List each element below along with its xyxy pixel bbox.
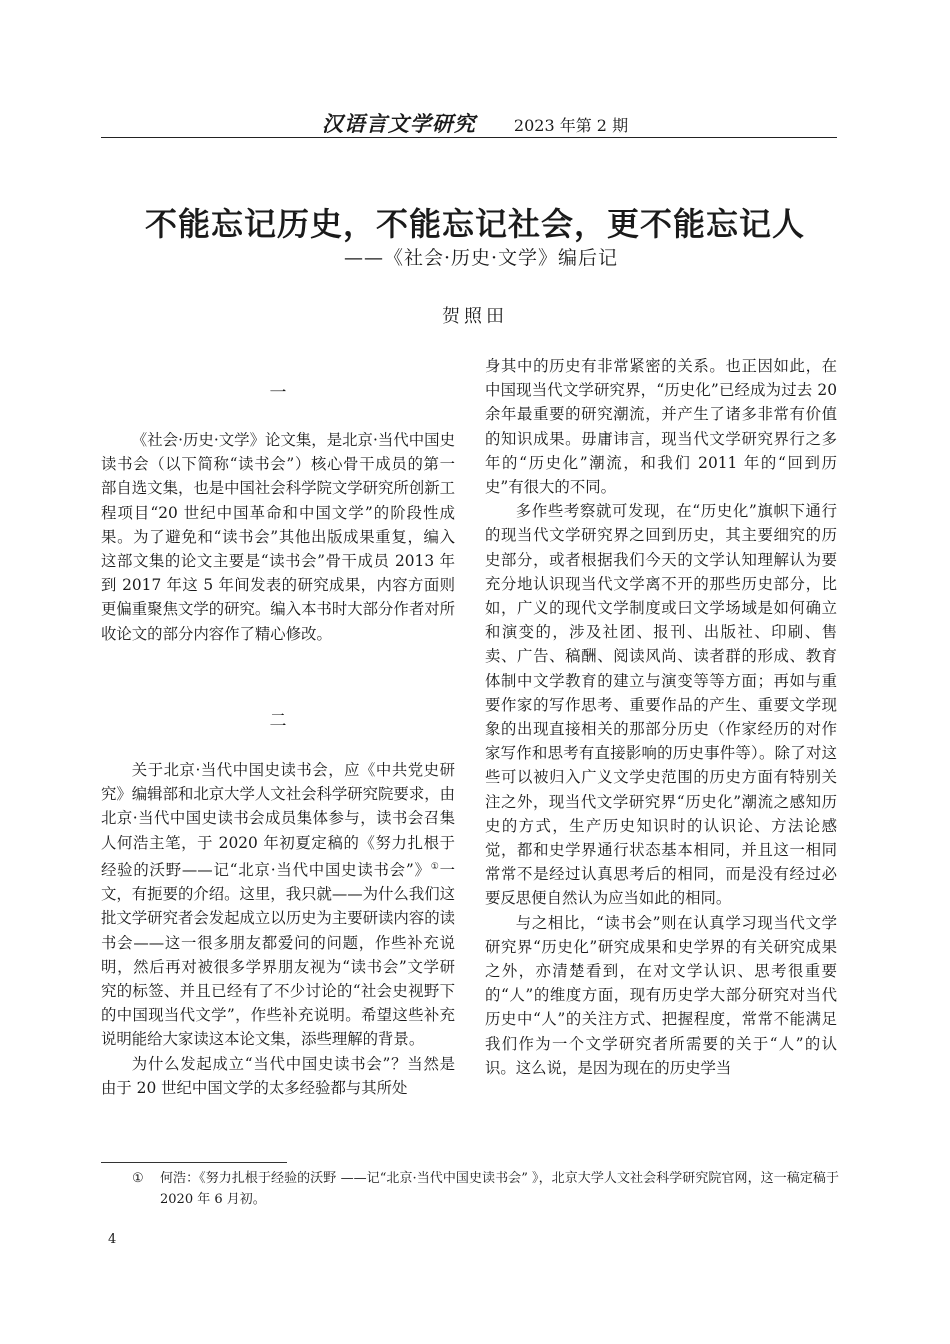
article-title: 不能忘记历史，不能忘记社会，更不能忘记人 <box>144 205 805 243</box>
footnote <box>133 1168 839 1210</box>
running-header <box>0 108 950 138</box>
right-column <box>485 354 837 1080</box>
paragraph: 为什么发起成立“当代中国史读书会”？当然是由于 20 世纪中国文学的太多经验都与其所处 <box>101 1054 455 1097</box>
journal-name: 汉语言文学研究 <box>321 111 476 136</box>
paragraph-text: 一文，有扼要的介绍。这里，我只就——为什么我们这批文学研究者会发起成立以历史为主要研读内容的读书会——这一很多朋友都爱问的问题，作些补充说明，然后再对被很多学界朋友视为“读书会”文学研究的标签、并且已经有了不少讨论的“社会史视野下的中国现当代文学”，作些补充说明。希望这些补充说明能给大家读这本论文集，添些理解的背景。 <box>101 860 455 1049</box>
left-column-section-two <box>101 758 455 1100</box>
footnote-text: 何浩：《努力扎根于经验的沃野 ——记“北京·当代中国史读书会” 》，北京大学人文社会科学研究院官网，这一稿定稿于 2020 年 6 月初。 <box>160 1171 839 1207</box>
paragraph-text: 关于北京·当代中国史读书会，应《中共党史研究》编辑部和北京大学人文社会科学研究院要求，由北京·当代中国史读书会成员集体参与，读书会召集人何浩主笔，于 2020 年初夏定稿的《努力扎根于经验的沃野——记“北京·当代中国史读书会”》 <box>101 761 455 879</box>
page-number: 4 <box>108 1232 117 1247</box>
article-subtitle: ——《社会·历史·文学》编后记 <box>343 247 619 269</box>
section-heading-one: 一 <box>269 383 287 403</box>
footnote-rule <box>101 1162 287 1163</box>
footnote-mark: ① <box>132 1171 144 1186</box>
header-rule <box>101 137 837 138</box>
left-column-section-one <box>101 428 455 646</box>
footnote-reference[interactable]: ① <box>430 861 440 872</box>
paragraph: 身其中的历史有非常紧密的关系。也正因如此，在中国现当代文学研究界，“历史化”已经成为过去 20 余年最重要的研究潮流，并产生了诸多非常有价值的知识成果。毋庸讳言，现当代文学研究界行之多年的“历史化”潮流，和我们 2011 年的“回到历史”有很大的不同。 <box>485 357 837 497</box>
section-heading-two: 二 <box>269 711 287 731</box>
paragraph: 《社会·历史·文学》论文集，是北京·当代中国史读书会（以下简称“读书会”）核心骨干成员的第一部自选文集，也是中国社会科学院文学研究所创新工程项目“20 世纪中国革命和中国文学”的阶段性成果。为了避免和“读书会”其他出版成果重复，编入这部文集的论文主要是“读书会”骨干成员 2013 年到 2017 年这 5 年间发表的研究成果，内容方面则更偏重聚焦文学的研究。编入本书时大部分作者对所收论文的部分内容作了精心修改。 <box>101 431 455 643</box>
paragraph: 多作些考察就可发现，在“历史化”旗帜下通行的现当代文学研究界之回到历史，其主要细究的历史部分，或者根据我们今天的文学认知理解认为要充分地认识现当代文学离不开的那些历史部分，比如，广义的现代文学制度或曰文学场域是如何确立和演变的，涉及社团、报刊、出版社、印刷、售卖、广告、稿酬、阅读风尚、读者群的形成、教育体制中文学教育的建立与演变等等方面；再如与重要作家的写作思考、重要作品的产生、重要文学现象的出现直接相关的那部分历史（作家经历的对作家写作和思考有直接影响的历史事件等）。除了对这些可以被归入广义文学史范围的历史方面有特别关注之外，现当代文学研究界“历史化”潮流之感知历史的方式，生产历史知识时的认识论、方法论感觉，都和史学界通行状态基本相同，并且这一相同常常不是经过认真思考后的相同，而是没有经过必要反思便自然认为应当如此的相同。 <box>485 502 837 908</box>
paragraph <box>101 758 455 1052</box>
issue-label: 2023 年第 2 期 <box>513 116 629 135</box>
article-author: 贺照田 <box>442 306 508 327</box>
paragraph: 与之相比，“读书会”则在认真学习现当代文学研究界“历史化”研究成果和史学界的有关研究成果之外，亦清楚看到，在对文学认识、思考很重要的“人”的维度方面，现有历史学大部分研究对当代历史中“人”的关注方式、把握程度，常常不能满足我们作为一个文学研究者所需要的关于“人”的认识。这么说，是因为现在的历史学当 <box>485 913 837 1077</box>
